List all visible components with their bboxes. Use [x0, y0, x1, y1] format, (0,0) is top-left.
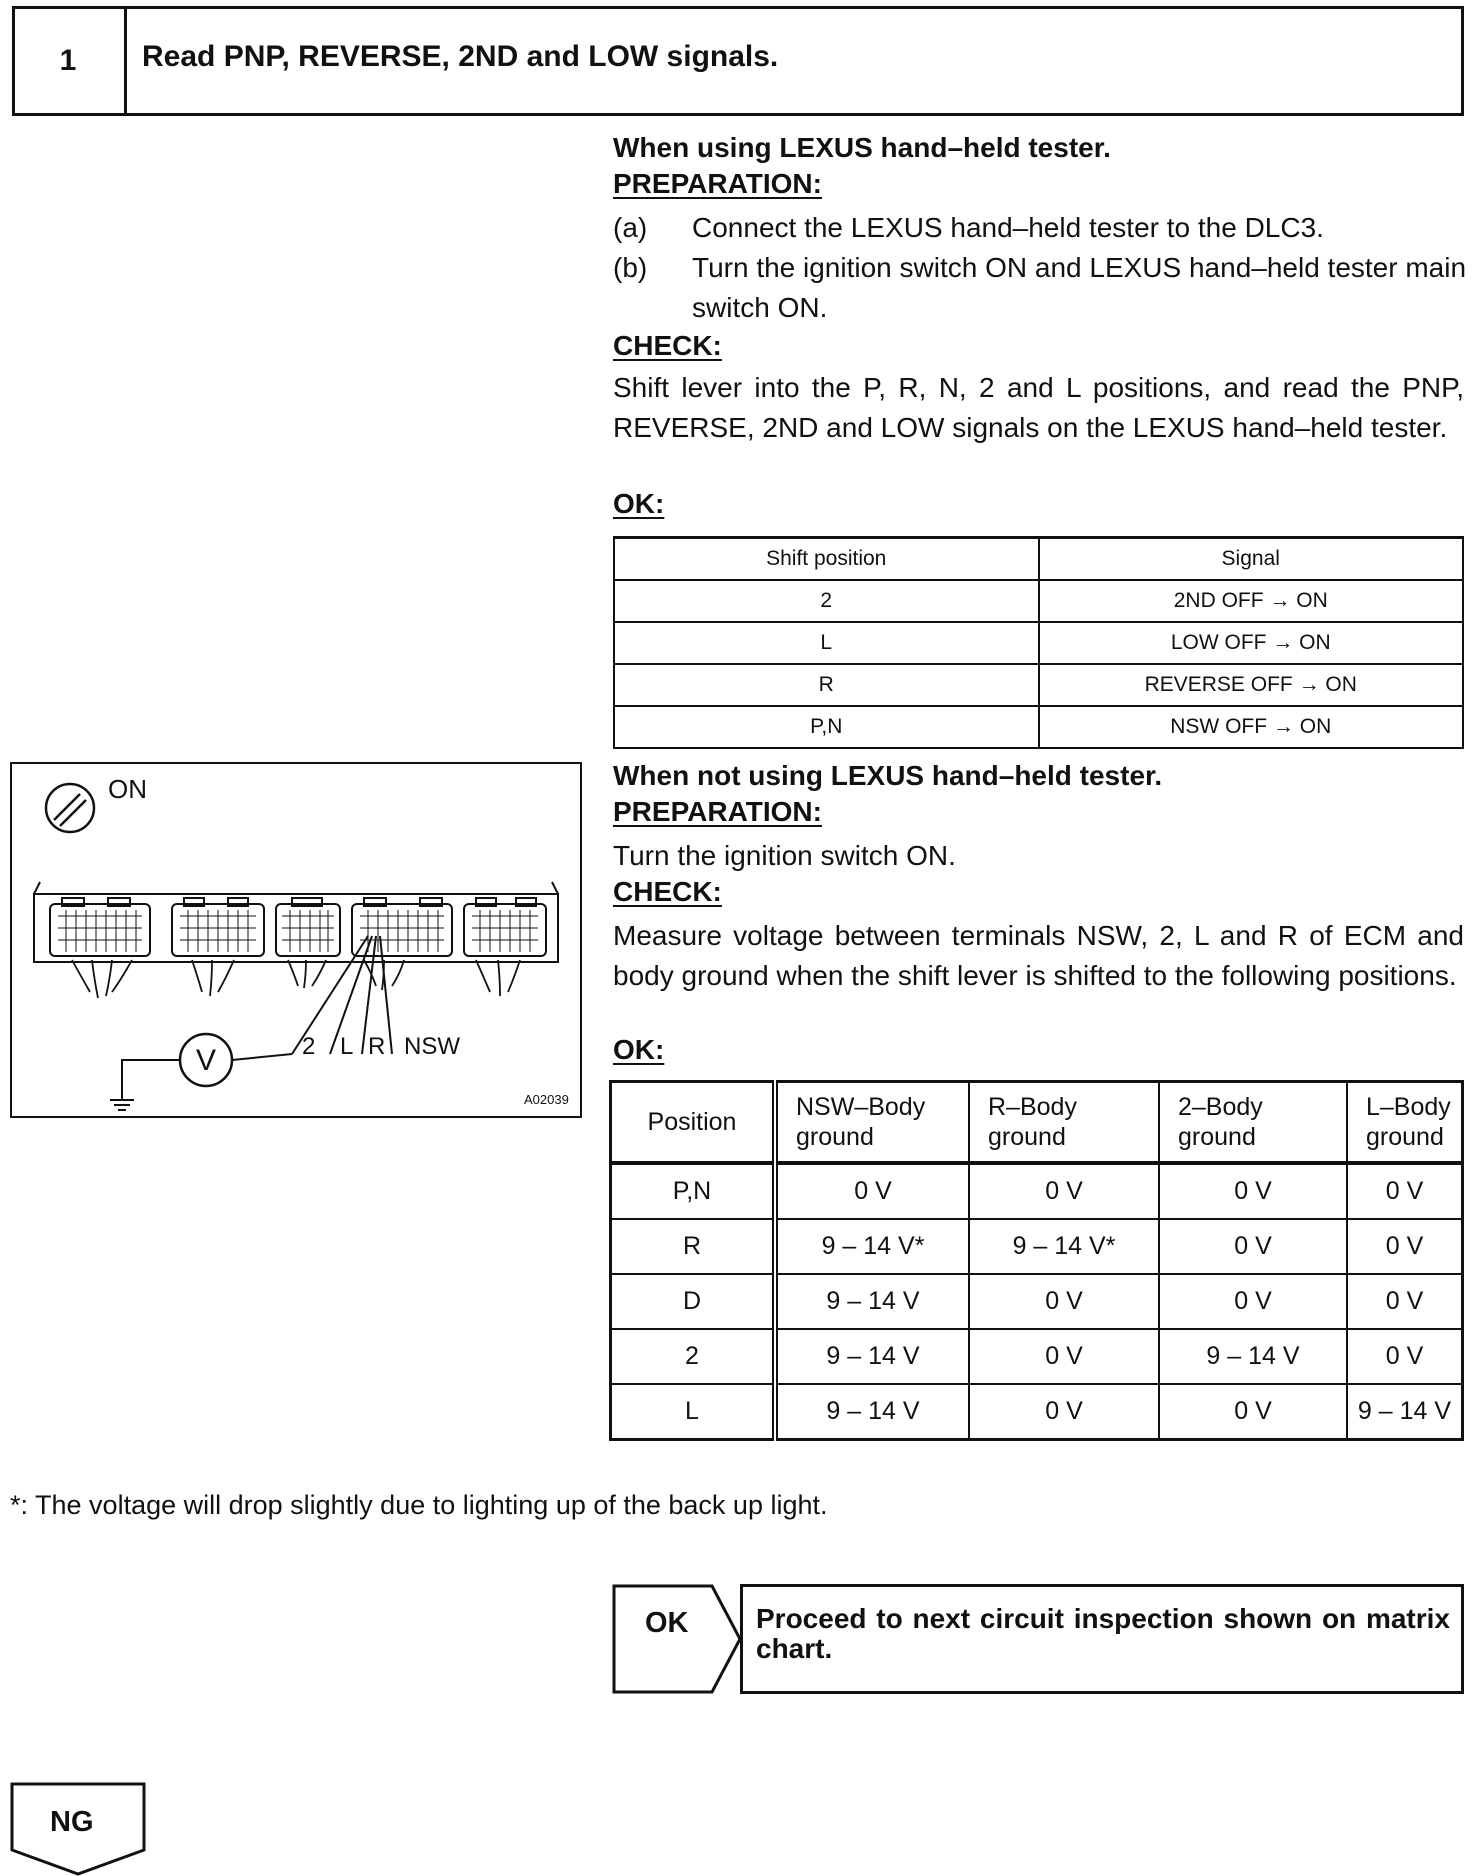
footnote: *: The voltage will drop slightly due to lighting up of the back up light.	[10, 1490, 828, 1520]
voltage-cell: 0 V	[1347, 1329, 1463, 1384]
signal-table-header: Signal	[1039, 538, 1464, 581]
table-row	[614, 664, 1463, 706]
voltage-cell: 0 V	[775, 1163, 969, 1219]
tester-heading: When using LEXUS hand–held tester.	[613, 132, 1111, 163]
voltage-cell: 0 V	[969, 1329, 1159, 1384]
voltage-cell: 0 V	[1347, 1163, 1463, 1219]
voltage-cell: 9 – 14 V*	[969, 1219, 1159, 1274]
voltage-cell: 0 V	[1159, 1384, 1347, 1440]
no-tester-check-text: Measure voltage between terminals NSW, 2, L and R of ECM and body ground when the shift lever is shifted to the following positions.	[613, 920, 1464, 991]
table-row	[614, 706, 1463, 748]
voltage-table-header: Position	[611, 1082, 776, 1164]
voltage-cell: 0 V	[1159, 1219, 1347, 1274]
tester-ok-label: OK:	[613, 488, 665, 519]
voltage-table	[609, 1080, 1464, 1441]
shift-position-cell: 2	[614, 580, 1039, 622]
terminal-l-label: L	[340, 1033, 354, 1060]
table-row	[611, 1329, 1463, 1384]
voltage-cell: 9 – 14 V	[1159, 1329, 1347, 1384]
terminal-2-label: 2	[302, 1033, 316, 1060]
voltmeter-icon	[180, 1034, 232, 1086]
terminal-r-label: R	[368, 1033, 386, 1060]
voltage-cell: 9 – 14 V*	[775, 1219, 969, 1274]
ok-result-label: OK	[645, 1607, 689, 1639]
voltage-cell: 9 – 14 V	[775, 1384, 969, 1440]
voltmeter-label: V	[195, 1044, 217, 1077]
shift-position-cell: L	[614, 622, 1039, 664]
no-tester-preparation-text: Turn the ignition switch ON.	[613, 840, 956, 871]
step-a-text: Connect the LEXUS hand–held tester to the DLC3.	[692, 212, 1324, 243]
voltage-table-header: R–Body ground	[969, 1082, 1159, 1164]
tester-check-text: Shift lever into the P, R, N, 2 and L positions, and read the PNP, REVERSE, 2ND and LOW signals on the LEXUS hand–held tester.	[613, 372, 1464, 443]
voltage-cell: 0 V	[969, 1384, 1159, 1440]
ignition-on-label: ON	[108, 774, 147, 804]
tester-preparation-label: PREPARATION:	[613, 168, 822, 199]
step-a-marker: (a)	[613, 212, 648, 243]
ignition-key-icon	[46, 784, 94, 832]
position-cell: 2	[611, 1329, 776, 1384]
signal-cell: REVERSE OFF → ON	[1039, 664, 1464, 706]
voltage-cell: 0 V	[1347, 1219, 1463, 1274]
table-row	[614, 622, 1463, 664]
signal-table	[613, 536, 1464, 749]
voltage-table-header: 2–Body ground	[1159, 1082, 1347, 1164]
ok-result-text: Proceed to next circuit inspection shown on matrix chart.	[756, 1603, 1450, 1664]
no-tester-heading: When not using LEXUS hand–held tester.	[613, 760, 1163, 791]
signal-table-header: Shift position	[614, 538, 1039, 581]
position-cell: R	[611, 1219, 776, 1274]
voltage-cell: 9 – 14 V	[775, 1329, 969, 1384]
voltage-cell: 9 – 14 V	[775, 1274, 969, 1329]
voltage-table-header: L–Body ground	[1347, 1082, 1463, 1164]
shift-position-cell: P,N	[614, 706, 1039, 748]
wire-harness	[72, 960, 520, 998]
voltage-cell: 0 V	[1159, 1274, 1347, 1329]
connector-pins	[58, 910, 538, 952]
table-row	[611, 1163, 1463, 1219]
signal-cell: 2ND OFF → ON	[1039, 580, 1464, 622]
signal-cell: NSW OFF → ON	[1039, 706, 1464, 748]
tester-check-label: CHECK:	[613, 330, 722, 361]
ground-icon	[110, 1060, 180, 1110]
ecm-body	[34, 882, 558, 962]
no-tester-ok-label: OK:	[613, 1034, 665, 1065]
figure-code: A02039	[524, 1092, 569, 1107]
no-tester-check-label: CHECK:	[613, 876, 722, 907]
voltage-cell: 0 V	[1347, 1274, 1463, 1329]
voltage-cell: 9 – 14 V	[1347, 1384, 1463, 1440]
table-row	[611, 1274, 1463, 1329]
ecm-connector-diagram	[12, 764, 580, 1116]
signal-cell: LOW OFF → ON	[1039, 622, 1464, 664]
step-b-marker: (b)	[613, 252, 648, 283]
position-cell: P,N	[611, 1163, 776, 1219]
voltage-cell: 0 V	[969, 1163, 1159, 1219]
ecm-connector-figure	[10, 762, 582, 1118]
shift-position-cell: R	[614, 664, 1039, 706]
voltage-table-header: NSW–Body ground	[775, 1082, 969, 1164]
voltage-cell: 0 V	[1159, 1163, 1347, 1219]
position-cell: D	[611, 1274, 776, 1329]
table-row	[614, 580, 1463, 622]
no-tester-preparation-label: PREPARATION:	[613, 796, 822, 827]
table-row	[611, 1384, 1463, 1440]
step-title: Read PNP, REVERSE, 2ND and LOW signals.	[142, 40, 779, 73]
voltage-cell: 0 V	[969, 1274, 1159, 1329]
table-row	[611, 1219, 1463, 1274]
step-b-text: Turn the ignition switch ON and LEXUS hand–held tester main switch ON.	[692, 252, 1467, 323]
step-number: 1	[12, 6, 127, 116]
terminal-nsw-label: NSW	[404, 1033, 460, 1060]
ng-result-label: NG	[50, 1806, 94, 1838]
position-cell: L	[611, 1384, 776, 1440]
